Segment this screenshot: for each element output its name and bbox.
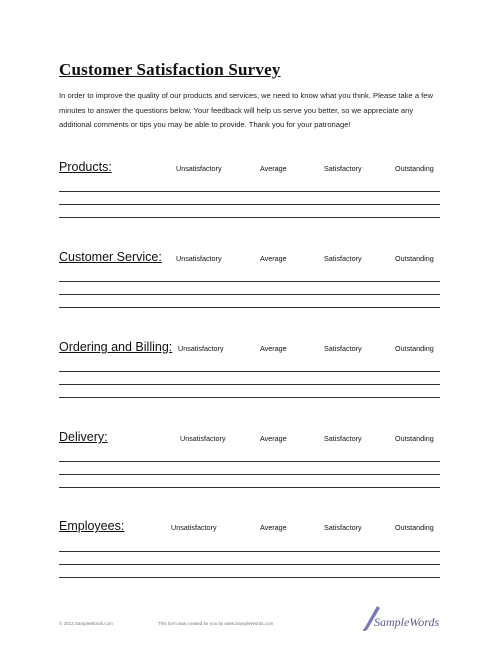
answer-line[interactable] — [59, 307, 440, 308]
rating-outstanding: Outstanding — [395, 344, 434, 353]
rating-satisfactory: Satisfactory — [324, 344, 362, 353]
answer-line[interactable] — [59, 397, 440, 398]
rating-average: Average — [260, 523, 287, 532]
section-label: Employees: — [59, 519, 125, 533]
rating-unsatisfactory: Unsatisfactory — [171, 523, 217, 532]
answer-line[interactable] — [59, 487, 440, 488]
section-employees — [59, 519, 440, 589]
section-customer-service — [59, 250, 440, 320]
rating-average: Average — [260, 164, 287, 173]
survey-title: Customer Satisfaction Survey — [59, 60, 281, 79]
answer-line[interactable] — [59, 474, 440, 475]
rating-unsatisfactory: Unsatisfactory — [178, 344, 224, 353]
logo-text: SampleWords — [374, 615, 440, 629]
rating-unsatisfactory: Unsatisfactory — [176, 254, 222, 263]
answer-line[interactable] — [59, 371, 440, 372]
rating-satisfactory: Satisfactory — [324, 523, 362, 532]
rating-average: Average — [260, 434, 287, 443]
rating-outstanding: Outstanding — [395, 164, 434, 173]
footer-copyright: © 2013 SampleWords.com — [59, 621, 113, 626]
rating-unsatisfactory: Unsatisfactory — [180, 434, 226, 443]
answer-line[interactable] — [59, 217, 440, 218]
answer-line[interactable] — [59, 281, 440, 282]
rating-average: Average — [260, 344, 287, 353]
rating-satisfactory: Satisfactory — [324, 164, 362, 173]
section-label: Customer Service: — [59, 250, 162, 264]
answer-line[interactable] — [59, 461, 440, 462]
answer-line[interactable] — [59, 577, 440, 578]
footer-credit: This form was created for you by www.SampleWords.com — [158, 621, 274, 626]
rating-satisfactory: Satisfactory — [324, 434, 362, 443]
answer-line[interactable] — [59, 551, 440, 552]
answer-line[interactable] — [59, 191, 440, 192]
section-label: Products: — [59, 160, 112, 174]
section-label: Delivery: — [59, 430, 108, 444]
section-label: Ordering and Billing: — [59, 340, 173, 354]
answer-line[interactable] — [59, 204, 440, 205]
section-delivery — [59, 430, 440, 500]
rating-average: Average — [260, 254, 287, 263]
rating-unsatisfactory: Unsatisfactory — [176, 164, 222, 173]
answer-line[interactable] — [59, 294, 440, 295]
rating-outstanding: Outstanding — [395, 523, 434, 532]
rating-satisfactory: Satisfactory — [324, 254, 362, 263]
rating-outstanding: Outstanding — [395, 434, 434, 443]
section-products — [59, 160, 440, 230]
answer-line[interactable] — [59, 384, 440, 385]
samplewords-logo — [360, 603, 450, 633]
section-ordering-billing — [59, 340, 440, 410]
rating-outstanding: Outstanding — [395, 254, 434, 263]
answer-line[interactable] — [59, 564, 440, 565]
intro-paragraph: In order to improve the quality of our products and services, we need to know what you think. Please take a few minutes to answer the questions below. Your feedback will help us serve you better, so we appreciate any additional comments or tips you may be able to provide. Thank you for your patronage! — [59, 91, 433, 129]
